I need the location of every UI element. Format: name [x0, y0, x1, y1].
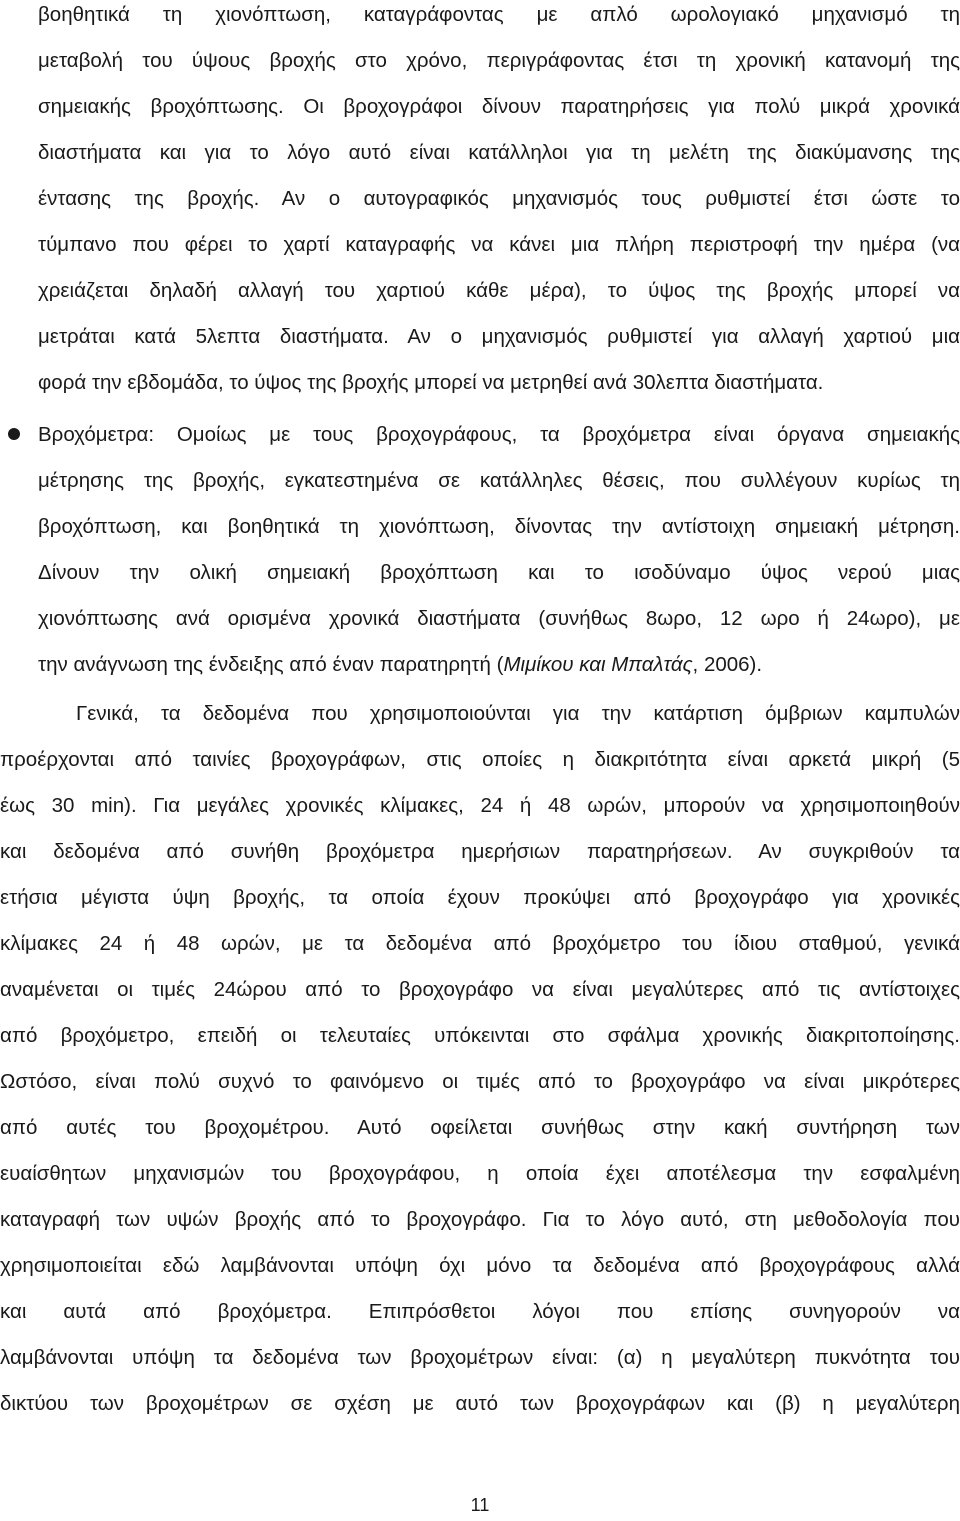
- text-line: και αυτά από βροχόμετρα. Επιπρόσθετοι λόγοι που επίσης συνηγορούν να: [0, 1300, 960, 1323]
- text-line: αναμένεται οι τιμές 24ώρου από το βροχογράφο να είναι μεγαλύτερες από τις αντίστοιχες: [0, 978, 960, 1001]
- text-line: μετράται κατά 5λεπτα διαστήματα. Αν ο μηχανισμός ρυθμιστεί για αλλαγή χαρτιού μια: [38, 325, 960, 348]
- text-line: βοηθητικά τη χιονόπτωση, καταγράφοντας με απλό ωρολογιακό μηχανισμό τη: [38, 3, 960, 26]
- text-line: έντασης της βροχής. Αν ο αυτογραφικός μηχανισμός τους ρυθμιστεί έτσι ώστε το: [38, 187, 960, 210]
- text-line: δικτύου των βροχομέτρων σε σχέση με αυτό των βροχογράφων και (β) η μεγαλύτερη: [0, 1392, 960, 1415]
- text-line: Δίνουν την ολική σημειακή βροχόπτωση και το ισοδύναμο ύψος νερού μιας: [38, 561, 960, 584]
- text-line: διαστήματα και για το λόγο αυτό είναι κατάλληλοι για τη μελέτη της διακύμανσης της: [38, 141, 960, 164]
- text-line: φορά την εβδομάδα, το ύψος της βροχής μπορεί να μετρηθεί ανά 30λεπτα διαστήματα.: [38, 371, 824, 394]
- text-line: καταγραφή των υψών βροχής από το βροχογράφο. Για το λόγο αυτό, στη μεθοδολογία που: [0, 1208, 960, 1231]
- text-line: και δεδομένα από συνήθη βροχόμετρα ημερήσιων παρατηρήσεων. Αν συγκριθούν τα: [0, 840, 960, 863]
- citation-authors: Μιμίκου και Μπαλτάς: [503, 653, 693, 676]
- bullet-icon: [8, 428, 20, 440]
- text-line: μέτρησης της βροχής, εγκατεστημένα σε κατάλληλες θέσεις, που συλλέγουν κυρίως τη: [38, 469, 960, 492]
- citation-line: [38, 651, 960, 678]
- text-line: από βροχόμετρο, επειδή οι τελευταίες υπόκεινται στο σφάλμα χρονικής διακριτοποίησης.: [0, 1024, 960, 1047]
- text-line: μεταβολή του ύψους βροχής στο χρόνο, περιγράφοντας έτσι τη χρονική κατανομή της: [38, 49, 960, 72]
- page-number: 11: [470, 1495, 490, 1515]
- text-line: προέρχονται από ταινίες βροχογράφων, στις οποίες η διακριτότητα είναι αρκετά μικρή (5: [0, 748, 960, 771]
- text-line: τύμπανο που φέρει το χαρτί καταγραφής να κάνει μια πλήρη περιστροφή την ημέρα (να: [38, 233, 960, 256]
- text-line: λαμβάνονται υπόψη τα δεδομένα των βροχομέτρων είναι: (α) η μεγαλύτερη πυκνότητα του: [0, 1346, 960, 1369]
- text-line: Βροχόμετρα: Ομοίως με τους βροχογράφους, τα βροχόμετρα είναι όργανα σημειακής: [38, 423, 960, 446]
- text-line: σημειακής βροχόπτωσης. Οι βροχογράφοι δίνουν παρατηρήσεις για πολύ μικρά χρονικά: [38, 95, 960, 118]
- citation-text-before: την ανάγνωση της ένδειξης από έναν παρατηρητή (: [38, 653, 504, 676]
- text-line: χρησιμοποιείται εδώ λαμβάνονται υπόψη όχι μόνο τα δεδομένα από βροχογράφους αλλά: [0, 1254, 960, 1277]
- citation-text-after: , 2006).: [692, 653, 763, 676]
- text-line: κλίμακες 24 ή 48 ωρών, με τα δεδομένα από βροχόμετρο του ίδιου σταθμού, γενικά: [0, 932, 960, 955]
- text-line: χρειάζεται δηλαδή αλλαγή του χαρτιού κάθε μέρα), το ύψος της βροχής μπορεί να: [38, 279, 960, 302]
- text-line: Γενικά, τα δεδομένα που χρησιμοποιούνται για την κατάρτιση όμβριων καμπυλών: [76, 702, 960, 725]
- text-line: Ωστόσο, είναι πολύ συχνό το φαινόμενο οι τιμές από το βροχογράφο να είναι μικρότερες: [0, 1070, 960, 1093]
- text-line: χιονόπτωσης ανά ορισμένα χρονικά διαστήματα (συνήθως 8ωρο, 12 ωρο ή 24ωρο), με: [38, 607, 960, 630]
- text-line: ευαίσθητων μηχανισμών του βροχογράφου, η οποία έχει αποτέλεσμα την εσφαλμένη: [0, 1162, 960, 1185]
- text-line: έως 30 min). Για μεγάλες χρονικές κλίμακες, 24 ή 48 ωρών, μπορούν να χρησιμοποιηθούν: [0, 794, 960, 817]
- text-line: βροχόπτωση, και βοηθητικά τη χιονόπτωση, δίνοντας την αντίστοιχη σημειακή μέτρηση.: [38, 515, 960, 538]
- text-line: ετήσια μέγιστα ύψη βροχής, τα οποία έχουν προκύψει από βροχογράφο για χρονικές: [0, 886, 960, 909]
- text-line: από αυτές του βροχομέτρου. Αυτό οφείλεται συνήθως στην κακή συντήρηση των: [0, 1116, 960, 1139]
